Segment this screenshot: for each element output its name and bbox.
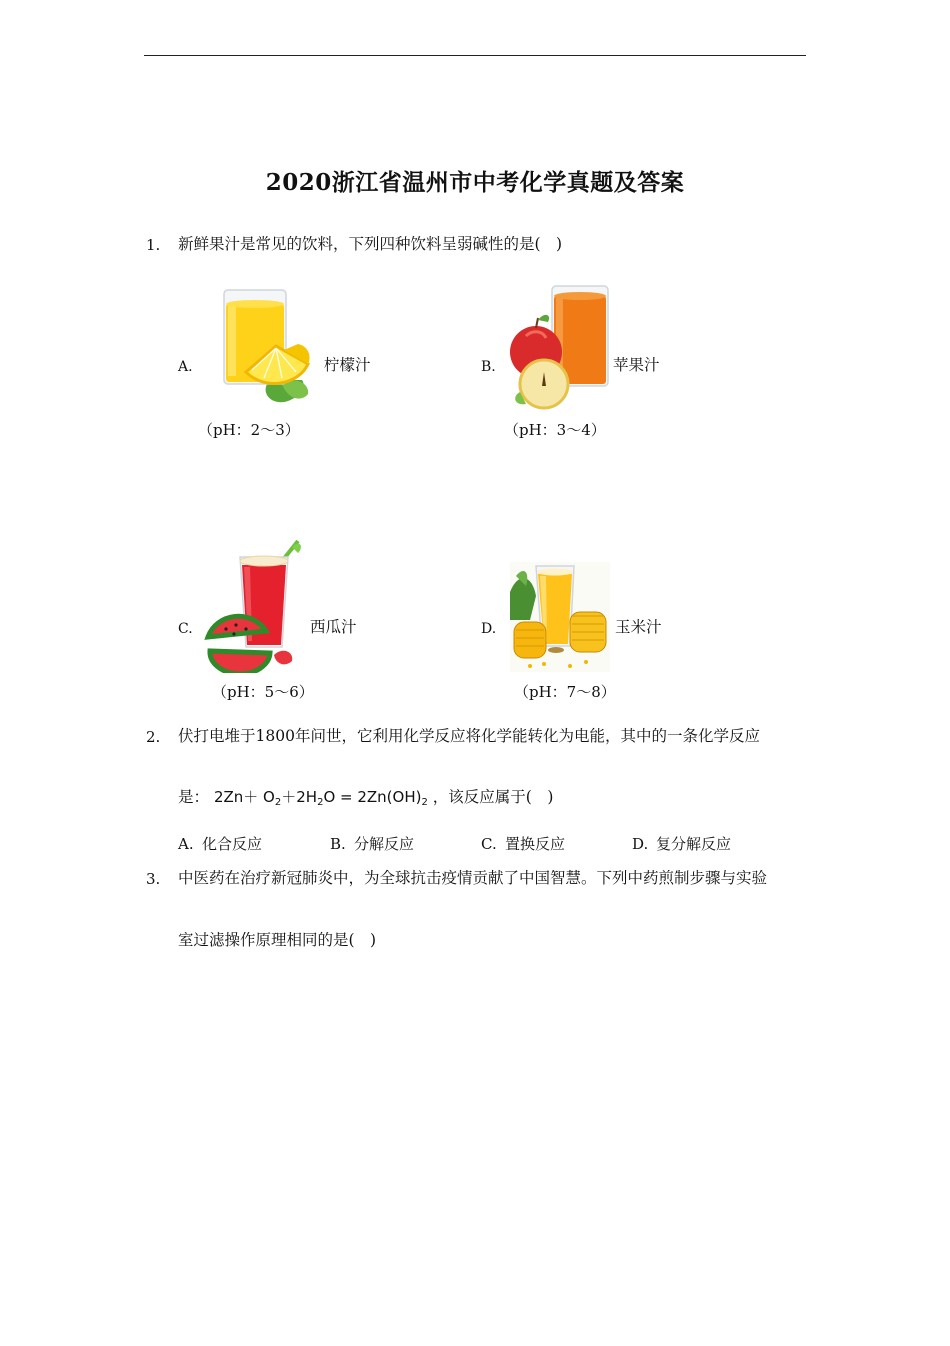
q2-choice-a bbox=[178, 834, 262, 854]
equation-subscript-o2: 2 bbox=[274, 797, 282, 808]
q2-line2-prefix: 是： bbox=[178, 788, 210, 806]
equation-part-left: 2Zn＋ O bbox=[213, 788, 275, 806]
q1-option-b-name: 苹果汁 bbox=[613, 356, 660, 374]
q3-line2: 室过滤操作原理相同的是( ) bbox=[178, 931, 377, 949]
q1-stem: 新鲜果汁是常见的饮料，下列四种饮料呈弱碱性的是( ) bbox=[178, 235, 563, 253]
q1-option-c-name: 西瓜汁 bbox=[310, 618, 357, 636]
q2-choice-c bbox=[481, 834, 565, 854]
reaction-equation bbox=[214, 788, 428, 806]
corn-juice-image bbox=[510, 562, 610, 672]
q2-number: 2. bbox=[146, 728, 161, 746]
q3-number: 3. bbox=[146, 870, 161, 888]
q2-choice-c-label: C. bbox=[481, 835, 497, 853]
q2-choice-d-label: D. bbox=[632, 835, 649, 853]
q2-line2-suffix: ，该反应属于( ) bbox=[432, 788, 554, 806]
page-title: 2020浙江省温州市中考化学真题及答案 bbox=[265, 169, 685, 196]
lemon-juice-image bbox=[212, 284, 322, 410]
equation-subscript-oh2: 2 bbox=[421, 797, 428, 808]
equation-part-mid: ＋2H bbox=[281, 788, 318, 806]
q3-line1: 中医药在治疗新冠肺炎中，为全球抗击疫情贡献了中国智慧。下列中药煎制步骤与实验 bbox=[178, 869, 768, 887]
q2-choice-b-label: B. bbox=[330, 835, 346, 853]
q1-option-c-ph: （pH：5～6） bbox=[212, 683, 314, 701]
q1-option-c-label: C. bbox=[178, 621, 193, 637]
q1-option-d-name: 玉米汁 bbox=[615, 618, 662, 636]
q1-option-b-ph: （pH：3～4） bbox=[504, 421, 606, 439]
q1-option-b-label: B. bbox=[481, 359, 496, 375]
q2-choice-a-text: 化合反应 bbox=[202, 835, 263, 853]
q2-choice-b-text: 分解反应 bbox=[354, 835, 415, 853]
q2-line2 bbox=[178, 787, 553, 813]
q1-option-d-label: D. bbox=[481, 621, 497, 637]
q2-choice-b bbox=[330, 834, 414, 854]
q2-choice-a-label: A. bbox=[178, 835, 194, 853]
apple-juice-image bbox=[508, 280, 612, 412]
q1-option-a-ph: （pH：2～3） bbox=[198, 421, 300, 439]
header-rule bbox=[144, 55, 806, 56]
q1-option-a-label: A. bbox=[178, 359, 193, 375]
q2-line1: 伏打电堆于1800年问世，它利用化学反应将化学能转化为电能，其中的一条化学反应 bbox=[178, 727, 760, 745]
q1-option-d-ph: （pH：7～8） bbox=[514, 683, 616, 701]
q1-number: 1. bbox=[146, 236, 161, 254]
q2-choice-d bbox=[632, 834, 731, 854]
q2-choice-c-text: 置换反应 bbox=[505, 835, 566, 853]
q2-choice-d-text: 复分解反应 bbox=[656, 835, 732, 853]
q1-option-a-name: 柠檬汁 bbox=[324, 356, 371, 374]
equation-part-right: O = 2Zn(OH) bbox=[323, 788, 422, 806]
equation-subscript-h2: 2 bbox=[317, 797, 324, 808]
watermelon-juice-image bbox=[204, 537, 306, 673]
